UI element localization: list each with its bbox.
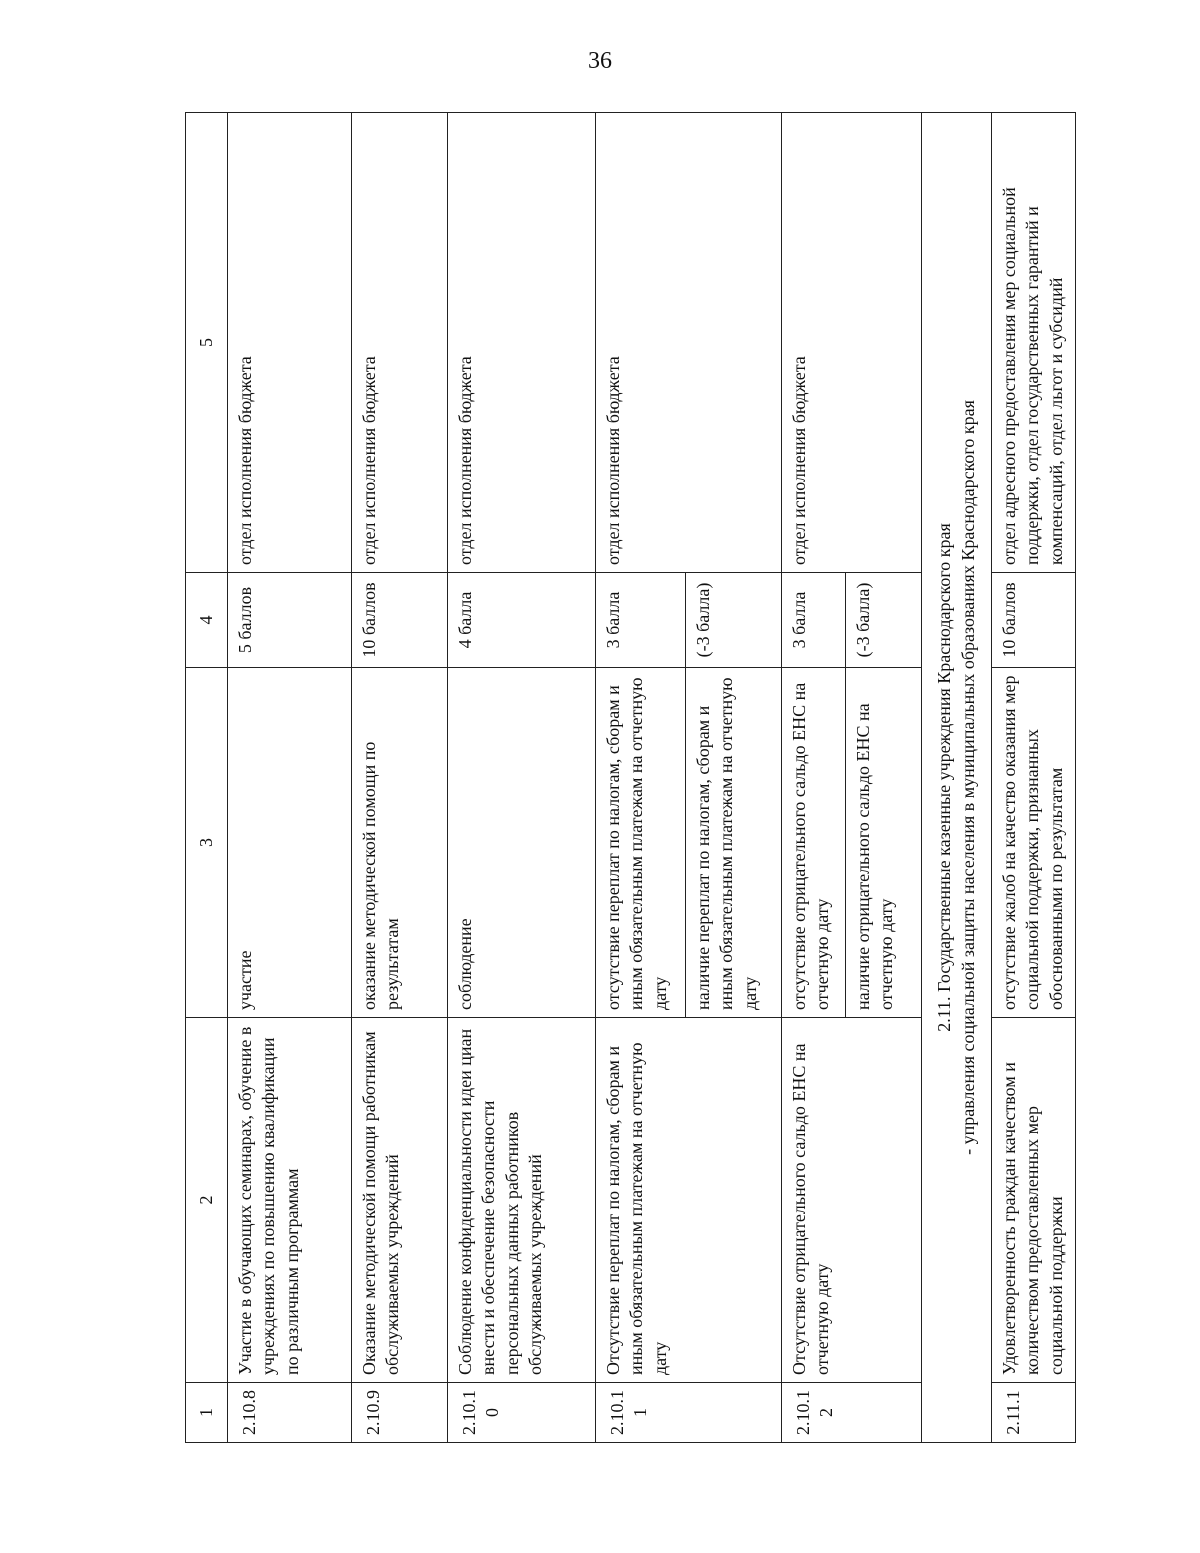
rotated-table-container [185, 113, 1075, 1443]
score-cell: 5 баллов [228, 573, 352, 668]
row-number: 2.11.1 [992, 1383, 1076, 1443]
table-row [228, 113, 352, 1443]
header-cell-2: 2 [186, 1018, 228, 1383]
criteria-table [185, 112, 1076, 1443]
criterion-cell: соблюдение [448, 668, 596, 1018]
section-title: 2.11. Государственные казенные учреждения Краснодарского края [934, 523, 955, 1032]
table-row [448, 113, 596, 1443]
table-row [992, 113, 1076, 1443]
criterion-cell-negative: наличие переплат по налогам, сборам и иным обязательным платежам на отчетную дату [686, 668, 782, 1018]
row-number: 2.10.12 [782, 1383, 922, 1443]
page-number: 36 [588, 48, 612, 74]
score-cell-negative: (-3 балла) [686, 573, 782, 668]
table-row [596, 113, 686, 1443]
table-row [782, 113, 846, 1443]
row-number: 2.10.9 [352, 1383, 448, 1443]
indicator-cell: Отсутствие отрицательного сальдо ЕНС на отчетную дату [782, 1018, 922, 1383]
table-row [352, 113, 448, 1443]
header-cell-4: 4 [186, 573, 228, 668]
criterion-cell: участие [228, 668, 352, 1018]
row-number: 2.10.8 [228, 1383, 352, 1443]
responsible-cell: отдел исполнения бюджета [228, 113, 352, 573]
responsible-cell: отдел исполнения бюджета [352, 113, 448, 573]
criterion-cell: отсутствие переплат по налогам, сборам и иным обязательным платежам на отчетную дату [596, 668, 686, 1018]
indicator-cell: Удовлетворенность граждан качеством и количеством предоставленных мер социальной поддержки [992, 1018, 1076, 1383]
criterion-cell: отсутствие жалоб на качество оказания мер социальной поддержки, признанных обоснованными по результатам [992, 668, 1076, 1018]
criterion-cell: отсутствие отрицательного сальдо ЕНС на отчетную дату [782, 668, 846, 1018]
row-number: 2.10.10 [448, 1383, 596, 1443]
score-cell: 10 баллов [352, 573, 448, 668]
score-cell: 10 баллов [992, 573, 1076, 668]
section-heading [922, 113, 992, 1443]
indicator-cell: Участие в обучающих семинарах, обучение в учреждениях по повышению квалификации по различным программам [228, 1018, 352, 1383]
responsible-cell: отдел исполнения бюджета [596, 113, 782, 573]
responsible-cell: отдел исполнения бюджета [782, 113, 922, 573]
indicator-cell: Оказание методической помощи работникам обслуживаемых учреждений [352, 1018, 448, 1383]
section-row [922, 113, 992, 1443]
criterion-cell-negative: наличие отрицательного сальдо ЕНС на отчетную дату [846, 668, 922, 1018]
table-header-row [186, 113, 228, 1443]
score-cell: 4 балла [448, 573, 596, 668]
row-number: 2.10.11 [596, 1383, 782, 1443]
section-subtitle: - управления социальной защиты населения в муниципальных образованиях Краснодарского края [957, 400, 978, 1155]
header-cell-3: 3 [186, 668, 228, 1018]
score-cell: 3 балла [596, 573, 686, 668]
indicator-cell: Соблюдение конфиденциальности идеи циан внести и обеспечение безопасности персональных данных работников обслуживаемых учреждений [448, 1018, 596, 1383]
score-cell: 3 балла [782, 573, 846, 668]
score-cell-negative: (-3 балла) [846, 573, 922, 668]
responsible-cell: отдел адресного предоставления мер социальной поддержки, отдел государственных гарантий и компенсаций, отдел льгот и субсидий [992, 113, 1076, 573]
responsible-cell: отдел исполнения бюджета [448, 113, 596, 573]
criterion-cell: оказание методической помощи по результатам [352, 668, 448, 1018]
header-cell-5: 5 [186, 113, 228, 573]
indicator-cell: Отсутствие переплат по налогам, сборам и иным обязательным платежам на отчетную дату [596, 1018, 782, 1383]
header-cell-1: 1 [186, 1383, 228, 1443]
